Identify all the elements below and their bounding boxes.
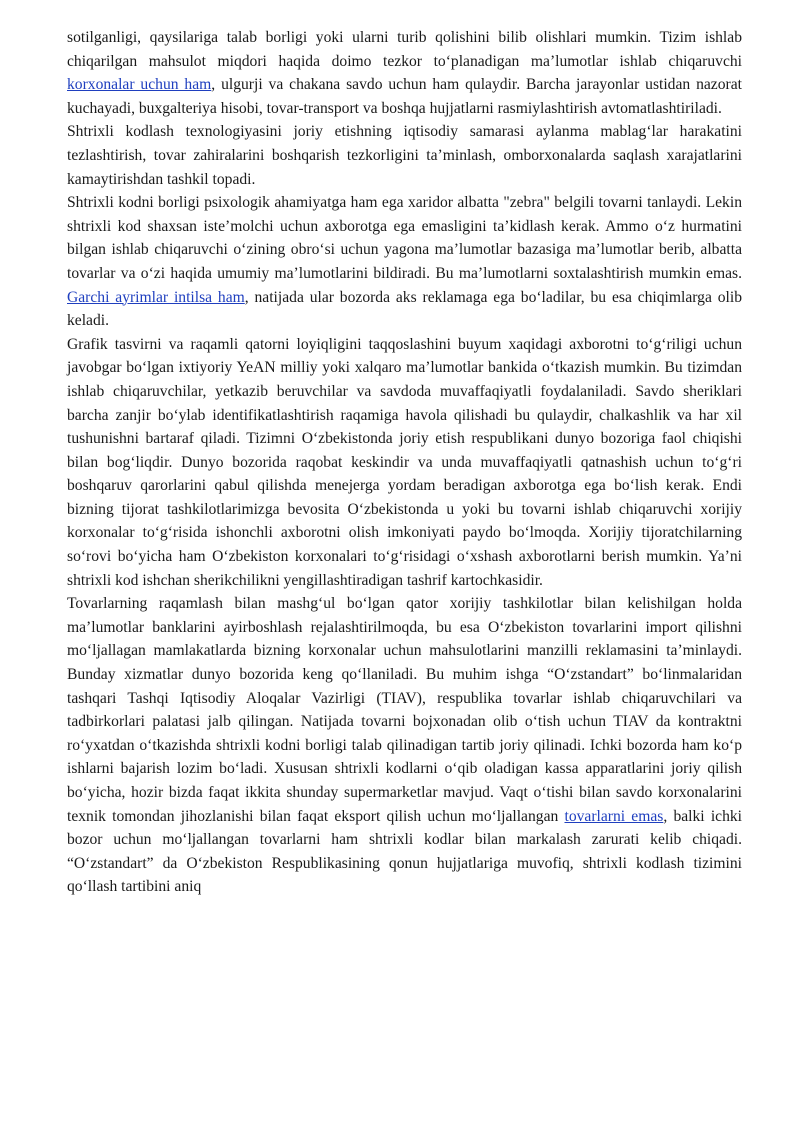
hyperlink[interactable]: korxonalar uchun ham: [67, 76, 212, 94]
paragraph: [67, 333, 742, 593]
paragraph-text: Grafik tasvirni va raqamli qatorni loyiqligini taqqoslashini buyum xaqidagi axborotni to‘g‘riligi uchun javobgar bo‘lgan ixtiyoriy YeAN milliy yoki xalqaro ma’lumotlar bankida o‘tkazish mumkin. Bu tizimdan ishlab chiqaruvchilar, yetkazib beruvchilar va savdoda muvaffaqiyatli foydalaniladi. Savdo sheriklari barcha zanjir bo‘ylab identifikatlashtirish raqamiga havola qilishadi bu qulaydir, chalkashlik va har xil tushunishni bartaraf qiladi. Tizimni O‘zbekistonda joriy etish respublikani dunyo bozoriga faol chiqishi bilan bog‘liqdir. Dunyo bozorida raqobat keskindir va unda muvaffaqiyatli qatnashish uchun to‘g‘ri boshqaruv qarorlarini qabul qilishda menejerga yordam beradigan axborotga ega bo‘lish kerak. Endi bizning tijorat tashkilotlarimizga bevosita O‘zbekistonda u yoki bu tovarni ishlab chiqaruvchi xorijiy korxonalar to‘g‘risida ishonchli axborotni olish imkoniyati paydo bo‘lmoqda. Xorijiy tijoratchilarning so‘rovi bo‘yicha ham O‘zbekiston korxonalari to‘g‘risidagi o‘xshash axborotlarni berish mumkin. Ya’ni shtrixli kod ishchan sherikchilikni yengillashtiradigan tashrif kartochkasidir.: [67, 335, 742, 589]
document-body: [67, 26, 742, 899]
hyperlink[interactable]: tovarlarni emas: [564, 807, 664, 825]
paragraph-text: Tovarlarning raqamlash bilan mashg‘ul bo‘lgan qator xorijiy tashkilotlar bilan kelishilgan holda ma’lumotlar banklarini ayirboshlash rejalashtirilmoqda, bu esa O‘zbekiston tovarlarini import qilishni mo‘ljallagan mamlakatlarda bizning korxonalar uchun mahsulotlarini manzilli reklamasini ta’minlaydi. Bunday xizmatlar dunyo bozorida keng qo‘llaniladi. Bu muhim ishga “O‘zstandart” bo‘linmalaridan tashqari Tashqi Iqtisodiy Aloqalar Vazirligi (TIAV), respublika tovarlar ishlab chiqaruvchilari va tadbirkorlari palatasi jalb qilingan. Natijada tovarni bojxonadan olib o‘tish uchun TIAV da kontraktni ro‘yxatdan o‘tkazishda shtrixli kodni borligi talab qilinadigan tartib joriy qilinadi. Ichki bozorda ham ko‘p ishlarni bajarish lozim bo‘ladi. Xususan shtrixli kodlarni o‘qib oladigan kassa apparatlarini joriy qilish bo‘yicha, hozir bizda faqat ikkita shunday supermarketlar mavjud. Vaqt o‘tishi bilan savdo korxonalarini texnik tomondan jihozlanishi bilan faqat eksport qilish uchun mo‘ljallangan: [67, 595, 742, 825]
paragraph-text: , balki ichki bozor uchun mo‘ljallangan tovarlarni ham shtrixli kodlar bilan markalash zarurati kelib chiqadi. “O‘zstandart” da O‘zbekiston Respublikasining qonun hujjatlariga muvofiq, shtrixli kodlash tizimini qo‘llash tartibini aniq: [67, 807, 742, 896]
paragraph-text: , ulgurji va chakana savdo uchun ham qulaydir. Barcha jarayonlar ustidan nazorat kuchayadi, buxgalteriya hisobi, tovar-transport va boshqa hujjatlarni rasmiylashtirish avtomatlashtiriladi.: [67, 76, 742, 117]
paragraph-text: Shtrixli kodni borligi psixologik ahamiyatga ham ega xaridor albatta "zebra" belgili tovarni tanlaydi. Lekin shtrixli kod shaxsan iste’molchi uchun axborotga ega emasligini ta’kidlash kerak. Ammo o‘z hurmatini bilgan ishlab chiqaruvchi o‘zining obro‘si uchun yagona ma’lumotlar bazasiga ma’lumotlar berib, albatta tovarlar va o‘zi haqida umumiy ma’lumotlarini bildiradi. Bu ma’lumotlarni soxtalashtirish mumkin emas.: [67, 194, 742, 282]
paragraph: [67, 592, 742, 899]
paragraph-text: , natijada ular bozorda aks reklamaga ega bo‘ladilar, bu esa chiqimlarga olib keladi.: [67, 288, 743, 330]
hyperlink[interactable]: Garchi ayrimlar intilsa ham: [67, 288, 245, 306]
paragraph: [67, 191, 742, 333]
paragraph-text: sotilganligi, qaysilariga talab borligi yoki ularni turib qolishini bilib olishlari mumkin. Tizim ishlab chiqarilgan mahsulot miqdori haqida doimo tezkor to‘planadigan ma’lumotlar ishlab chiqaruvchi: [67, 29, 742, 70]
paragraph: [67, 120, 742, 191]
paragraph: [67, 26, 742, 120]
paragraph-text: Shtrixli kodlash texnologiyasini joriy etishning iqtisodiy samarasi aylanma mablag‘lar harakatini tezlashtirish, tovar zahiralarini boshqarish tezkorligini ta’minlash, omborxonalarda saqlash xarajatlarini kamaytirishdan tashkil topadi.: [67, 123, 742, 188]
